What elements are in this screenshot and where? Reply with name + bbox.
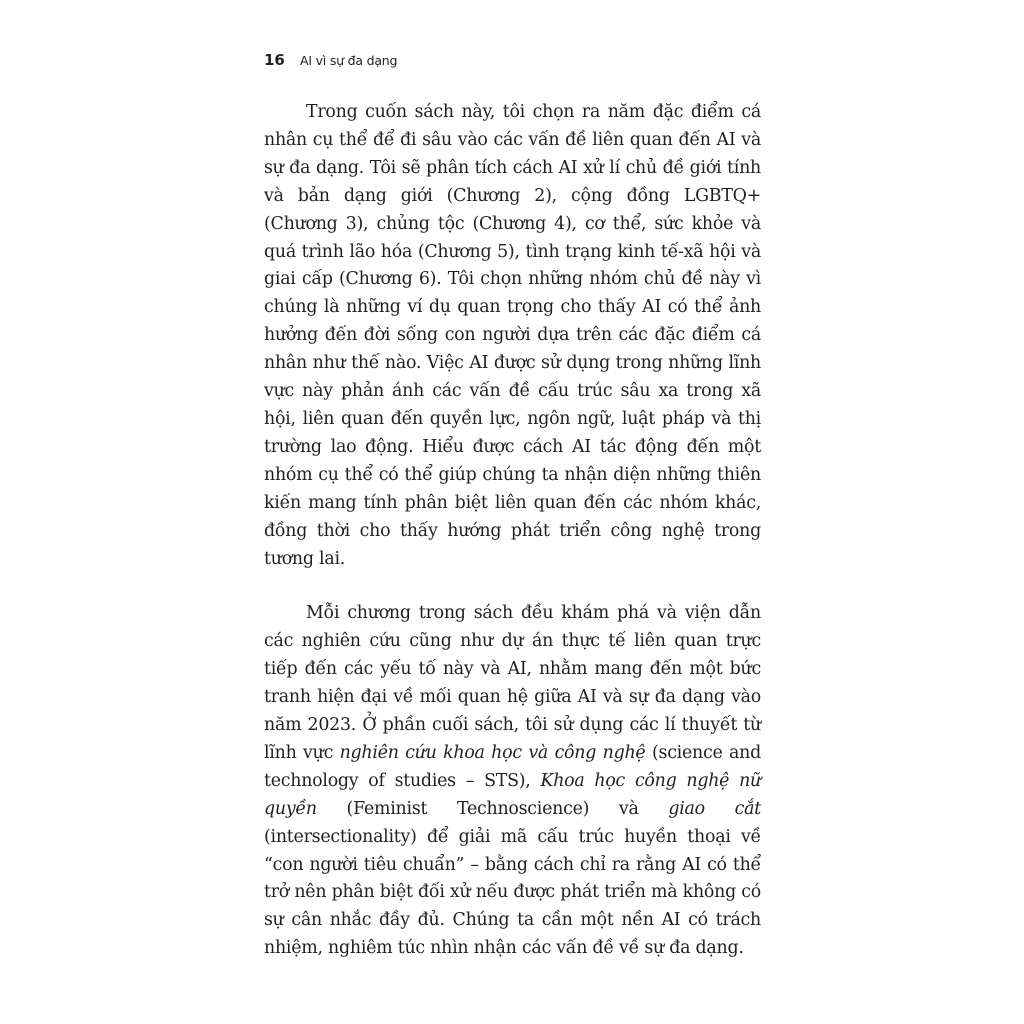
paragraph-2-text-2: (science and technology of studies – STS), <box>264 742 761 791</box>
running-title: AI vì sự đa dạng <box>299 53 398 68</box>
italic-term-intersectionality: giao cắt <box>668 798 761 819</box>
paragraph-2-text-3: (Feminist Technoscience) và <box>316 798 669 819</box>
paragraph-2-text-1: Mỗi chương trong sách đều khám phá và viện dẫn các nghiên cứu cũng như dự án thực tế liên quan trực tiếp đến các yếu tố này và AI, nhằm mang đến một bức tranh hiện đại về mối quan hệ giữa AI và sự đa dạng vào năm 2023. Ở phần cuối sách, tôi sử dụng các lí thuyết từ lĩnh vực <box>264 603 761 763</box>
paragraph-1: Trong cuốn sách này, tôi chọn ra năm đặc điểm cá nhân cụ thể để đi sâu vào các vấn đề liên quan đến AI và sự đa dạng. Tôi sẽ phân tích cách AI xử lí chủ đề giới tính và bản dạng giới (Chương 2), cộng đồng LGBTQ+ (Chương 3), chủng tộc (Chương 4), cơ thể, sức khỏe và quá trình lão hóa (Chương 5), tình trạng kinh tế-xã hội và giai cấp (Chương 6). Tôi chọn những nhóm chủ đề này vì chúng là những ví dụ quan trọng cho thấy AI có thể ảnh hưởng đến đời sống con người dựa trên các đặc điểm cá nhân như thế nào. Việc AI được sử dụng trong những lĩnh vực này phản ánh các vấn đề cấu trúc sâu xa trong xã hội, liên quan đến quyền lực, ngôn ngữ, luật pháp và thị trường lao động. Hiểu được cách AI tác động đến một nhóm cụ thể có thể giúp chúng ta nhận diện những thiên kiến mang tính phân biệt liên quan đến các nhóm khác, đồng thời cho thấy hướng phát triển công nghệ trong tương lai. <box>264 102 761 569</box>
running-header <box>264 50 397 69</box>
italic-term-sts: nghiên cứu khoa học và công nghệ <box>339 742 646 763</box>
body-text <box>264 99 761 963</box>
paragraph-2 <box>264 600 761 963</box>
page-number: 16 <box>264 51 285 69</box>
italic-term-feminist-technoscience: Khoa học công nghệ nữ quyền <box>264 770 761 819</box>
paragraph-2-text-4: (intersectionality) để giải mã cấu trúc huyền thoại về “con người tiêu chuẩn” – bằng cách chỉ ra rằng AI có thể trở nên phân biệt đối xử nếu được phát triển mà không có sự cân nhắc đầy đủ. Chúng ta cần một nền AI có trách nhiệm, nghiêm túc nhìn nhận các vấn đề về sự đa dạng. <box>264 826 761 959</box>
